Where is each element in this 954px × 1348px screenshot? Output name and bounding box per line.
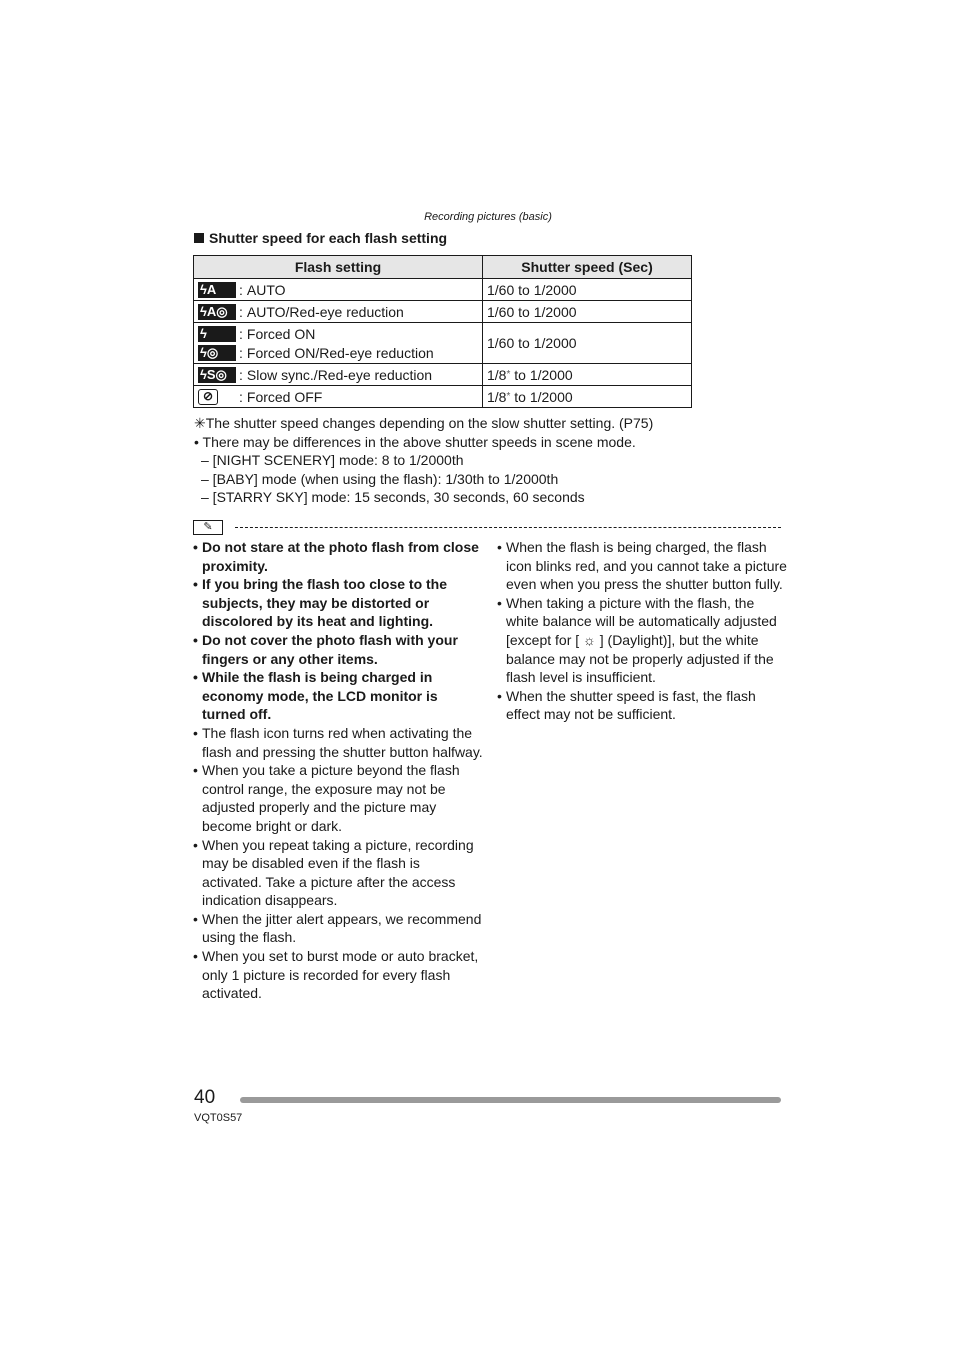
flash-auto-redeye-icon: ϟA◎: [198, 304, 236, 320]
table-row: [194, 323, 692, 364]
flash-mode: [198, 343, 478, 362]
flash-mode-label: Forced ON/Red-eye reduction: [246, 344, 434, 361]
page-number: 40: [194, 1087, 216, 1108]
notes-left-column: [193, 538, 483, 1003]
table-row: [194, 386, 692, 408]
flash-setting-cell: [194, 364, 483, 386]
section-heading-text: Shutter speed for each flash setting: [209, 230, 448, 246]
flash-setting-cell: [194, 301, 483, 323]
separator: :: [239, 344, 243, 361]
table-header-flash-setting: Flash setting: [194, 256, 483, 279]
flash-setting-cell: [194, 386, 483, 408]
scene-sub-item: – [BABY] mode (when using the flash): 1/30th to 1/2000th: [201, 470, 559, 487]
flash-mode: [198, 280, 478, 299]
flash-setting-cell: [194, 279, 483, 301]
section-heading: [194, 230, 447, 246]
shutter-speed-value: 1/60 to 1/2000: [487, 303, 577, 320]
note-bullet: • When taking a picture with the flash, the white balance will be automatically adjusted [except for [ ☼ ] (Daylight)], but the white balance may not be properly adjusted if the flash level is insufficient.: [497, 594, 787, 687]
flash-slow-sync-redeye-icon: ϟS◎: [198, 367, 236, 383]
shutter-speed-value: 1/8: [487, 366, 507, 383]
scene-mode-note: • There may be differences in the above shutter speeds in scene mode.: [194, 433, 636, 450]
shutter-speed-cell: [483, 386, 692, 408]
table-row: [194, 279, 692, 301]
flash-mode-label: AUTO: [246, 281, 286, 298]
document-code: VQT0S57: [194, 1112, 243, 1124]
note-bullet: • While the flash is being charged in economy mode, the LCD monitor is turned off.: [193, 668, 483, 724]
note-bullet: • When the flash is being charged, the flash icon blinks red, and you cannot take a picture even when you press the shutter button fully.: [497, 538, 787, 594]
separator: :: [239, 281, 243, 298]
table-header-shutter-speed: Shutter speed (Sec): [483, 256, 692, 279]
note-bullet: • When you set to burst mode or auto bracket, only 1 picture is recorded for every flash activated.: [193, 947, 483, 1003]
flash-shutter-table: [193, 255, 692, 408]
flash-mode: [198, 302, 478, 321]
shutter-speed-value: 1/60 to 1/2000: [487, 335, 577, 351]
separator: :: [239, 325, 243, 342]
scene-sub-item: – [NIGHT SCENERY] mode: 8 to 1/2000th: [201, 452, 464, 469]
note-bullet: • If you bring the flash too close to the subjects, they may be distorted or discolored by its heat and lighting.: [193, 575, 483, 631]
asterisk-mark: *: [506, 368, 511, 380]
flash-forced-on-icon: ϟ: [198, 326, 236, 342]
shutter-speed-suffix: to 1/2000: [510, 388, 573, 405]
table-row: [194, 364, 692, 386]
flash-mode-label: Slow sync./Red-eye reduction: [246, 366, 433, 383]
flash-forced-off-icon: ⊘: [198, 389, 218, 405]
shutter-speed-cell: [483, 323, 692, 364]
shutter-speed-cell: [483, 364, 692, 386]
note-bullet: • When the jitter alert appears, we recommend using the flash.: [193, 910, 483, 947]
flash-mode-label: AUTO/Red-eye reduction: [246, 303, 404, 320]
asterisk-mark: *: [506, 390, 511, 402]
memo-divider: [193, 520, 781, 536]
shutter-speed-value: 1/8: [487, 388, 507, 405]
square-bullet-icon: [194, 233, 204, 243]
flash-setting-cell: [194, 323, 483, 364]
note-bullet: • Do not stare at the photo flash from close proximity.: [193, 538, 483, 575]
shutter-speed-cell: [483, 279, 692, 301]
notes-right-column: [497, 538, 787, 724]
note-bullet: • When the shutter speed is fast, the flash effect may not be sufficient.: [497, 687, 787, 724]
memo-icon: ✎: [193, 520, 223, 535]
scene-sub-item: – [STARRY SKY] mode: 15 seconds, 30 seconds, 60 seconds: [201, 489, 585, 506]
flash-mode: [198, 324, 478, 343]
flash-mode-label: Forced ON: [246, 325, 316, 342]
separator: :: [239, 366, 243, 383]
note-bullet: • When you repeat taking a picture, recording may be disabled even if the flash is activated. Take a picture after the access indication disappears.: [193, 836, 483, 910]
table-row: [194, 301, 692, 323]
asterisk-note: ✳The shutter speed changes depending on the slow shutter setting. (P75): [194, 415, 654, 431]
table-header-row: [194, 256, 692, 279]
flash-mode: [198, 387, 478, 406]
separator: :: [239, 303, 243, 320]
page-header-caption: Recording pictures (basic): [424, 211, 552, 223]
table-notes: [194, 414, 653, 507]
flash-mode: [198, 365, 478, 384]
flash-forced-on-redeye-icon: ϟ◎: [198, 345, 236, 361]
note-bullet: • The flash icon turns red when activating the flash and pressing the shutter button halfway.: [193, 724, 483, 761]
shutter-speed-value: 1/60 to 1/2000: [487, 281, 577, 298]
dashed-divider: [235, 527, 781, 528]
flash-mode-label: Forced OFF: [246, 388, 323, 405]
note-bullet: • When you take a picture beyond the flash control range, the exposure may not be adjusted properly and the picture may become bright or dark.: [193, 761, 483, 835]
note-bullet: • Do not cover the photo flash with your fingers or any other items.: [193, 631, 483, 668]
separator: :: [239, 388, 243, 405]
shutter-speed-suffix: to 1/2000: [510, 366, 573, 383]
footer-bar: [240, 1097, 781, 1103]
shutter-speed-cell: [483, 301, 692, 323]
flash-auto-icon: ϟA: [198, 282, 236, 298]
